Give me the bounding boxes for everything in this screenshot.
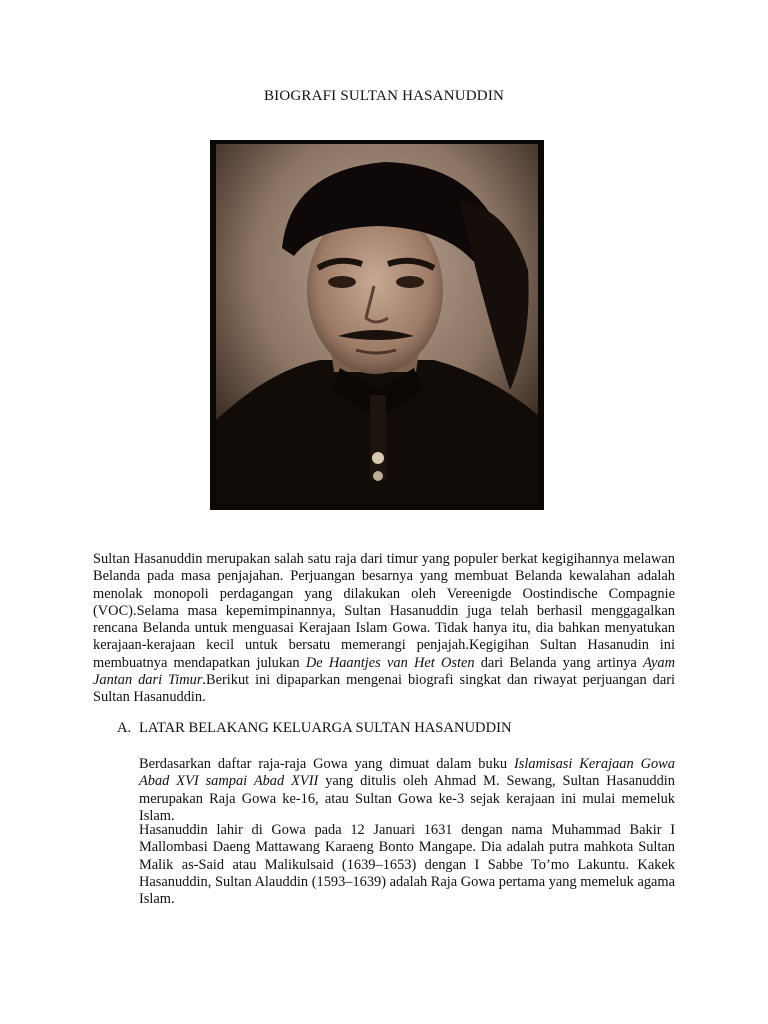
section-p1-text-1: Berdasarkan daftar raja-raja Gowa yang dimuat dalam buku — [139, 756, 515, 772]
intro-italic-2: Ayam Jantan dari Timur — [93, 654, 675, 689]
intro-text-1: Sultan Hasanuddin merupakan salah satu raja dari timur yang populer berkat kegigihannya melawan Belanda pada masa penjajahan. Perjuangan besarnya yang membuat Belanda kewalahan adalah menolak monopoli perdagangan yang dilakukan oleh Vereenigde Oostindische Compagnie (VOC).Selama masa kepemimpinannya, Sultan Hasanuddin juga telah berhasil menggagalkan rencana Belanda untuk menguasai Kerajaan Islam Gowa. Tidak hanya itu, dia bahkan menyatukan kerajaan-kerajaan kecil untuk bersatu memerangi penjajah.Kegigihan Sultan Hasanudin ini membuatnya mendapatkan julukan — [93, 551, 675, 671]
section-heading — [117, 720, 677, 737]
section-paragraph-1 — [139, 756, 675, 825]
intro-paragraph — [93, 551, 675, 707]
section-paragraph-2: Hasanuddin lahir di Gowa pada 12 Januari 1631 dengan nama Muhammad Bakir I Mallombasi Daeng Mattawang Karaeng Bonto Mangape. Dia adalah putra mahkota Sultan Malik as-Said atau Malikulsaid (1639–1653) dengan I Sabbe To’mo Lakuntu. Kakek Hasanuddin, Sultan Alauddin (1593–1639) adalah Raja Gowa pertama yang memeluk agama Islam. — [139, 822, 675, 908]
section-p1-text-2: yang ditulis oleh Ahmad M. Sewang, Sultan Hasanuddin merupakan Raja Gowa ke-16, atau Sultan Gowa ke-3 sejak kerajaan ini mulai memeluk Islam. — [139, 773, 675, 824]
intro-text-3: .Berikut ini dipaparkan mengenai biografi singkat dan riwayat perjuangan dari Sultan Hasanuddin. — [93, 672, 675, 706]
intro-italic-1: De Haantjes van Het Osten — [305, 654, 475, 671]
section-p1-italic: Islamisasi Kerajaan Gowa Abad XVI sampai Abad XVII — [139, 756, 675, 790]
section-letter: A. — [117, 720, 132, 736]
portrait-image — [210, 140, 544, 510]
intro-text-2: dari Belanda yang artinya — [474, 654, 644, 671]
portrait-illustration — [210, 140, 544, 510]
section-heading-text: LATAR BELAKANG KELUARGA SULTAN HASANUDDIN — [139, 720, 512, 736]
document-title: BIOGRAFI SULTAN HASANUDDIN — [263, 88, 505, 104]
